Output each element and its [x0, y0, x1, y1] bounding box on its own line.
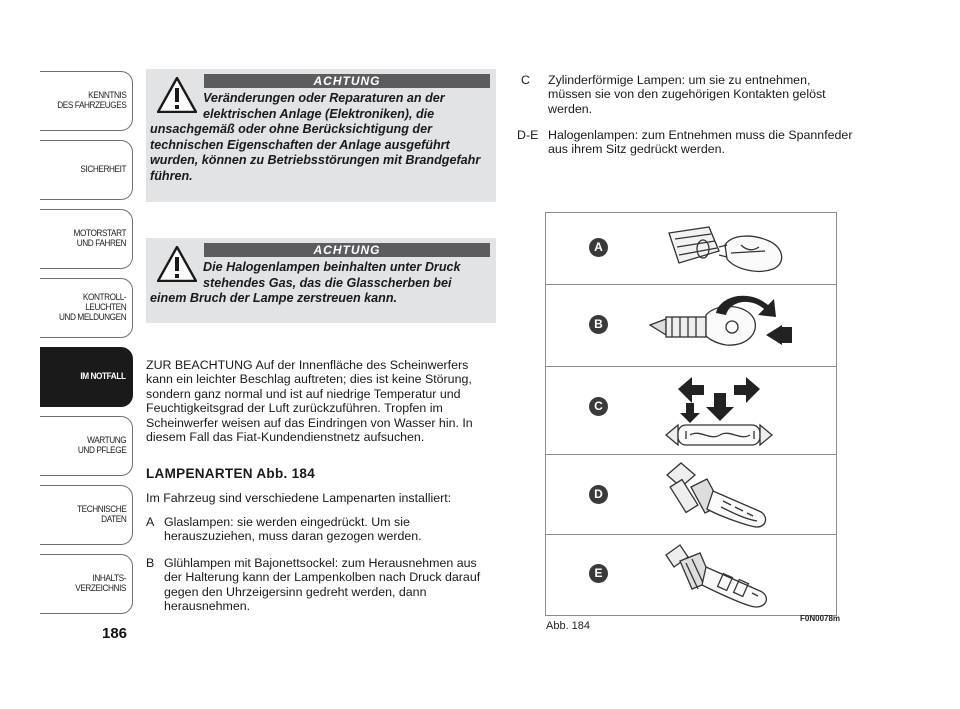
- panel-label-e: E: [589, 564, 608, 583]
- list-key: D-E: [517, 128, 539, 142]
- figure-code: F0N0078m: [800, 614, 841, 623]
- tab-label: WARTUNG UND PFLEGE: [77, 435, 126, 456]
- tab-sicherheit[interactable]: [40, 140, 133, 200]
- tab-kontrollleuchten[interactable]: [40, 278, 133, 338]
- warning-box: [146, 69, 496, 202]
- tab-label: SICHERHEIT: [80, 164, 126, 175]
- list-item: [146, 515, 498, 545]
- panel-divider: [546, 454, 836, 455]
- tab-label: KONTROLL- LEUCHTEN UND MELDUNGEN: [58, 292, 126, 323]
- panel-label-b: B: [589, 315, 608, 334]
- tab-im-notfall[interactable]: [40, 347, 133, 407]
- tab-label: INHALTS- VERZEICHNIS: [75, 573, 126, 594]
- lamp-types-figure: [545, 212, 837, 616]
- panel-label-c: C: [589, 397, 608, 416]
- panel-label-d: D: [589, 485, 608, 504]
- halogen-lamp-d-icon: [661, 461, 781, 533]
- tab-label: MOTORSTART UND FAHREN: [73, 228, 126, 249]
- list-key: C: [521, 73, 530, 87]
- bayonet-lamp-icon: [646, 289, 796, 363]
- list-text: Glaslampen: sie werden eingedrückt. Um sie herauszuziehen, muss daran gezogen werden.: [164, 515, 422, 544]
- warning-heading: ACHTUNG: [204, 74, 490, 88]
- tab-motorstart-und-fahren[interactable]: [40, 209, 133, 269]
- list-item: [146, 556, 498, 616]
- tab-technische-daten[interactable]: [40, 485, 133, 545]
- glass-wedge-lamp-icon: [661, 221, 801, 279]
- list-item: [521, 73, 861, 118]
- warning-text: Die Halogenlampen beinhalten unter Druck stehendes Gas, das die Glasscherben bei einem Bruch der Lampe zerstreuen kann.: [150, 260, 461, 305]
- tab-label: IM NOTFALL: [80, 371, 126, 382]
- tab-inhaltsverzeichnis[interactable]: [40, 554, 133, 614]
- tab-kenntnis-des-fahrzeuges[interactable]: [40, 71, 133, 131]
- list-text: Glühlampen mit Bajonettsockel: zum Herausnehmen aus der Halterung kann der Lampenkolben nach Druck darauf gegen den Uhrzeigersinn gedreht werden, dann herausnehmen.: [164, 556, 481, 614]
- cylindrical-lamp-icon: [656, 373, 786, 453]
- list-text: Zylinderförmige Lampen: um sie zu entnehmen, müssen sie von den zugehörigen Kontakten gelöst werden.: [548, 73, 826, 116]
- page-number: 186: [102, 625, 128, 642]
- list-text: Halogenlampen: zum Entnehmen muss die Spannfeder aus ihrem Sitz gedrückt werden.: [548, 128, 853, 157]
- warning-text: Veränderungen oder Reparaturen an der elektrischen Anlage (Elektroniken), die unsachgemäß oder ohne Berücksichtigung der technischen Eigenschaften der Anlage ausgeführt wurden, können zu Betriebsstörungen mit Brandgefahr führen.: [150, 91, 481, 183]
- halogen-lamp-e-icon: [656, 541, 786, 613]
- warning-heading: ACHTUNG: [204, 243, 490, 257]
- note-paragraph: ZUR BEACHTUNG Auf der Innenfläche des Scheinwerfers kann ein leichter Beschlag auftreten; dies ist keine Störung, sondern ganz normal und ist auf niedrige Temperatur und Feuchtigkeitsgrad der Luft zurückzuführen. Tropfen im Scheinwerfer weisen auf das Eindringen von Wasser hin. In diesem Fall das Fiat-Kundendienstnetz aufsuchen.: [146, 358, 473, 445]
- list-item: [517, 128, 862, 158]
- panel-divider: [546, 366, 836, 367]
- section-heading: LAMPENARTEN Abb. 184: [146, 466, 316, 481]
- figure-caption: Abb. 184: [546, 620, 591, 632]
- intro-paragraph: Im Fahrzeug sind verschiedene Lampenarten installiert:: [146, 491, 452, 505]
- chapter-tabs: [40, 71, 133, 623]
- tab-label: KENNTNIS DES FAHRZEUGES: [56, 90, 126, 111]
- panel-label-a: A: [589, 238, 608, 257]
- list-key: A: [146, 515, 155, 529]
- panel-divider: [546, 284, 836, 285]
- panel-divider: [546, 534, 836, 535]
- warning-box: [146, 238, 496, 323]
- list-key: B: [146, 556, 155, 570]
- tab-label: TECHNISCHE DATEN: [76, 504, 126, 525]
- tab-wartung-und-pflege[interactable]: [40, 416, 133, 476]
